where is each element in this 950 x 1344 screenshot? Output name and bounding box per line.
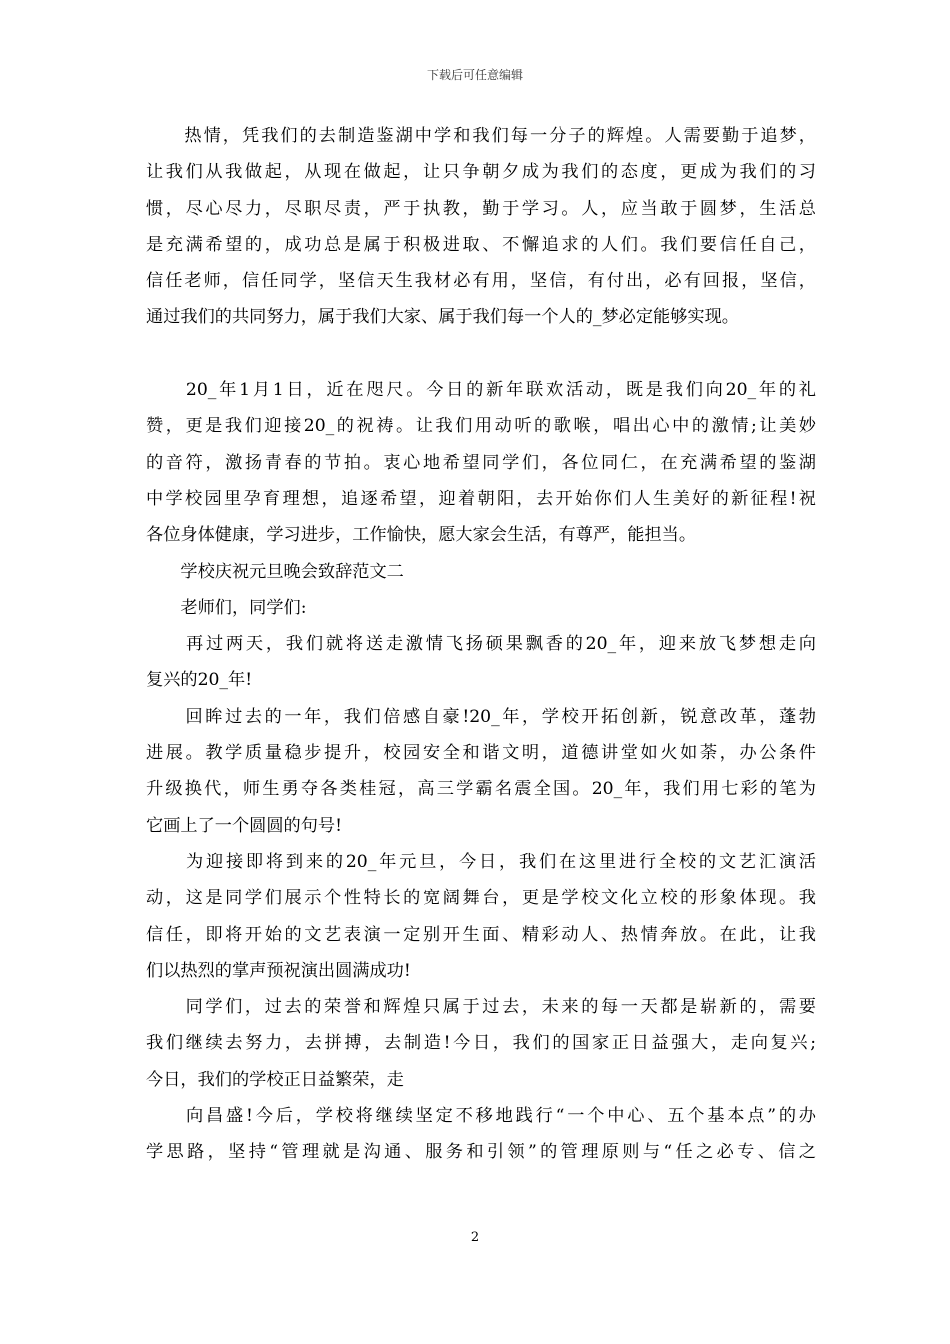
paragraph [146,699,816,844]
text-line: 升级换代，师生勇夺各类桂冠，高三学霸名震全国。20_年，我们用七彩的笔为 [146,779,816,800]
paragraph [146,844,816,989]
text-line: 学校庆祝元旦晚会致辞范文二 [146,561,404,582]
section-heading [146,554,816,590]
document-body [146,118,816,1171]
text-line: 进展。教学质量稳步提升，校园安全和谐文明，道德讲堂如火如荼，办公条件 [146,743,816,764]
text-line: 学思路，坚持“管理就是沟通、服务和引领”的管理原则与“任之必专、信之 [146,1142,816,1163]
text-line: 回眸过去的一年，我们倍感自豪!20_年，学校开拓创新，锐意改革，蓬勃 [146,706,816,727]
text-line: 20_年1月1日，近在咫尺。今日的新年联欢活动，既是我们向20_年的礼 [146,380,816,401]
text-line: 惯，尽心尽力，尽职尽责，严于执教，勤于学习。人，应当敢于圆梦，生活总 [146,198,816,219]
text-line: 让我们从我做起，从现在做起，让只争朝夕成为我们的态度，更成为我们的习 [146,162,816,183]
text-line: 中学校园里孕育理想，追逐希望，迎着朝阳，去开始你们人生美好的新征程!祝 [146,488,816,509]
text-line: 向昌盛!今后，学校将继续坚定不移地践行“一个中心、五个基本点”的办 [146,1106,816,1127]
text-line: 今日，我们的学校正日益繁荣，走 [146,1069,404,1090]
text-line: 再过两天，我们就将送走激情飞扬硕果飘香的20_年，迎来放飞梦想走向 [146,634,816,655]
text-line: 各位身体健康，学习进步，工作愉快，愿大家会生活，有尊严，能担当。 [146,525,697,546]
paragraph-gap [146,336,816,372]
text-line: 动，这是同学们展示个性特长的宽阔舞台，更是学校文化立校的形象体现。我 [146,888,816,909]
text-line: 信任，即将开始的文艺表演一定别开生面、精彩动人、热情奔放。在此，让我 [146,924,816,945]
text-line: 信任老师，信任同学，坚信天生我材必有用，坚信，有付出，必有回报，坚信， [146,271,816,292]
page-number: 2 [470,1230,480,1245]
text-line: 赞，更是我们迎接20_的祝祷。让我们用动听的歌喉，唱出心中的激情;让美妙 [146,416,816,437]
text-line: 它画上了一个圆圆的句号! [146,815,342,836]
paragraph [146,626,816,699]
paragraph [146,372,816,553]
text-line: 老师们，同学们: [146,597,307,618]
text-line: 是充满希望的，成功总是属于积极进取、不懈追求的人们。我们要信任自己， [146,234,816,255]
paragraph [146,118,816,336]
paragraph [146,1098,816,1171]
text-line: 通过我们的共同努力，属于我们大家、属于我们每一个人的_梦必定能够实现。 [146,307,739,328]
text-line: 复兴的20_年! [146,670,253,691]
text-line: 为迎接即将到来的20_年元旦，今日，我们在这里进行全校的文艺汇演活 [146,851,816,872]
text-line: 同学们，过去的荣誉和辉煌只属于过去，未来的每一天都是崭新的，需要 [146,997,816,1018]
paragraph [146,989,816,1098]
page-header: 下载后可任意编辑 [426,68,523,82]
text-line: 热情，凭我们的去制造鉴湖中学和我们每一分子的辉煌。人需要勤于追梦， [146,126,816,146]
text-line: 我们继续去努力，去拼搏，去制造!今日，我们的国家正日益强大，走向复兴; [146,1033,816,1054]
salutation [146,590,816,626]
text-line: 们以热烈的掌声预祝演出圆满成功! [146,960,411,981]
text-line: 的音符，激扬青春的节拍。衷心地希望同学们，各位同仁，在充满希望的鉴湖 [146,452,816,473]
